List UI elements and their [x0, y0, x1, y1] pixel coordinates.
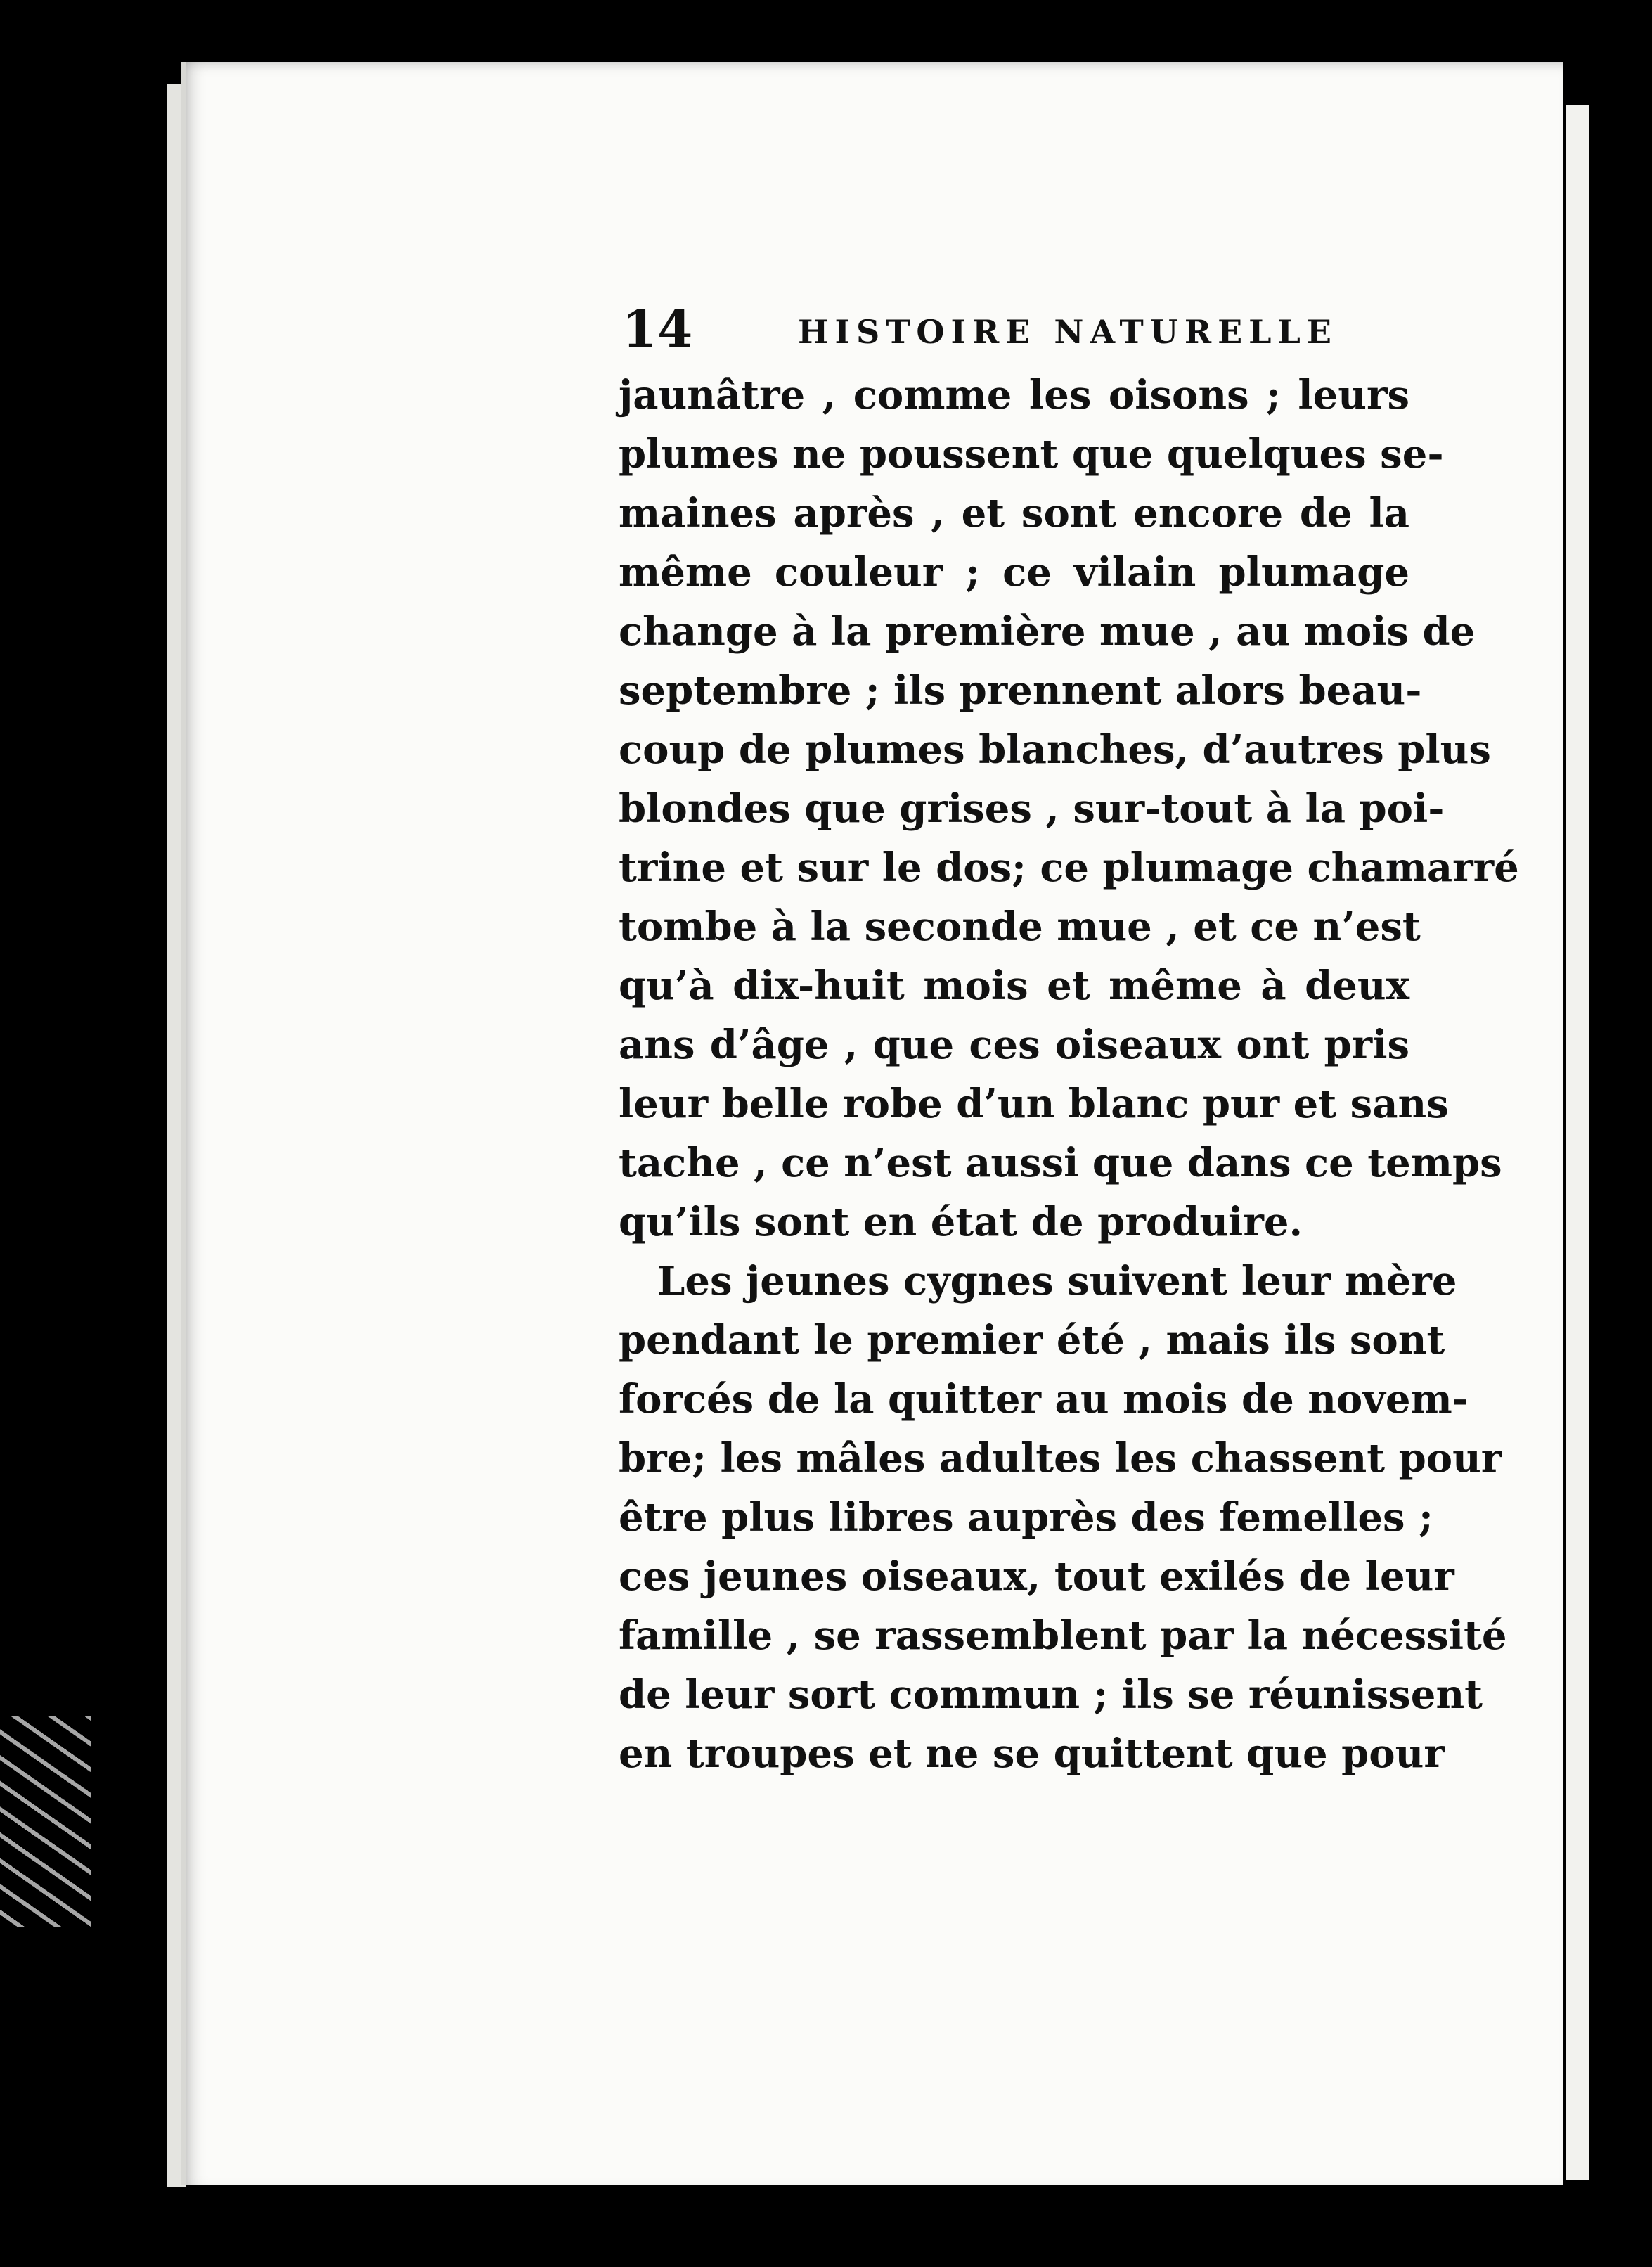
- text-line: trine et sur le dos; ce plumage chamarré: [619, 844, 1519, 891]
- text-line: coup de plumes blanches, d’autres plus: [619, 726, 1491, 773]
- text-line: forcés de la quitter au mois de novem-: [619, 1376, 1469, 1423]
- running-head: HISTOIRE NATURELLE: [798, 313, 1338, 351]
- text-line: en troupes et ne se quittent que pour: [619, 1730, 1445, 1777]
- text-line: Les jeunes cygnes suivent leur mère: [657, 1258, 1457, 1304]
- text-line: famille , se rassemblent par la nécessité: [619, 1612, 1507, 1659]
- text-line: maines après , et sont encore de la: [619, 490, 1409, 537]
- text-line: être plus libres auprès des femelles ;: [619, 1494, 1433, 1541]
- text-line: tache , ce n’est aussi que dans ce temps: [619, 1140, 1502, 1186]
- paragraph-1: [619, 366, 1519, 1252]
- facing-page-edge: [1566, 105, 1589, 2180]
- paragraph-2: [619, 1252, 1507, 1783]
- body-text: [619, 366, 1519, 1783]
- text-line: même couleur ; ce vilain plumage: [619, 549, 1409, 596]
- text-line: blondes que grises , sur-tout à la poi-: [619, 785, 1445, 832]
- text-line: leur belle robe d’un blanc pur et sans: [619, 1081, 1449, 1127]
- text-line: ans d’âge , que ces oiseaux ont pris: [619, 1022, 1409, 1068]
- text-line: bre; les mâles adultes les chassent pour: [619, 1435, 1502, 1482]
- page-header: [622, 299, 1381, 359]
- text-line: tombe à la seconde mue , et ce n’est: [619, 904, 1421, 950]
- text-line: qu’ils sont en état de produire.: [619, 1199, 1303, 1245]
- text-line: qu’à dix-huit mois et même à deux: [619, 963, 1409, 1009]
- text-line: jaunâtre , comme les oisons ; leurs: [619, 372, 1409, 418]
- page-number: 14: [622, 299, 693, 359]
- text-line: septembre ; ils prennent alors beau-: [619, 667, 1422, 714]
- text-line: ces jeunes oiseaux, tout exilés de leur: [619, 1553, 1454, 1600]
- paper-scrap: [0, 1716, 91, 1927]
- text-line: pendant le premier été , mais ils sont: [619, 1317, 1445, 1363]
- text-line: de leur sort commun ; ils se réunissent: [619, 1671, 1483, 1718]
- text-line: change à la première mue , au mois de: [619, 608, 1476, 655]
- text-line: plumes ne poussent que quelques se-: [619, 431, 1444, 477]
